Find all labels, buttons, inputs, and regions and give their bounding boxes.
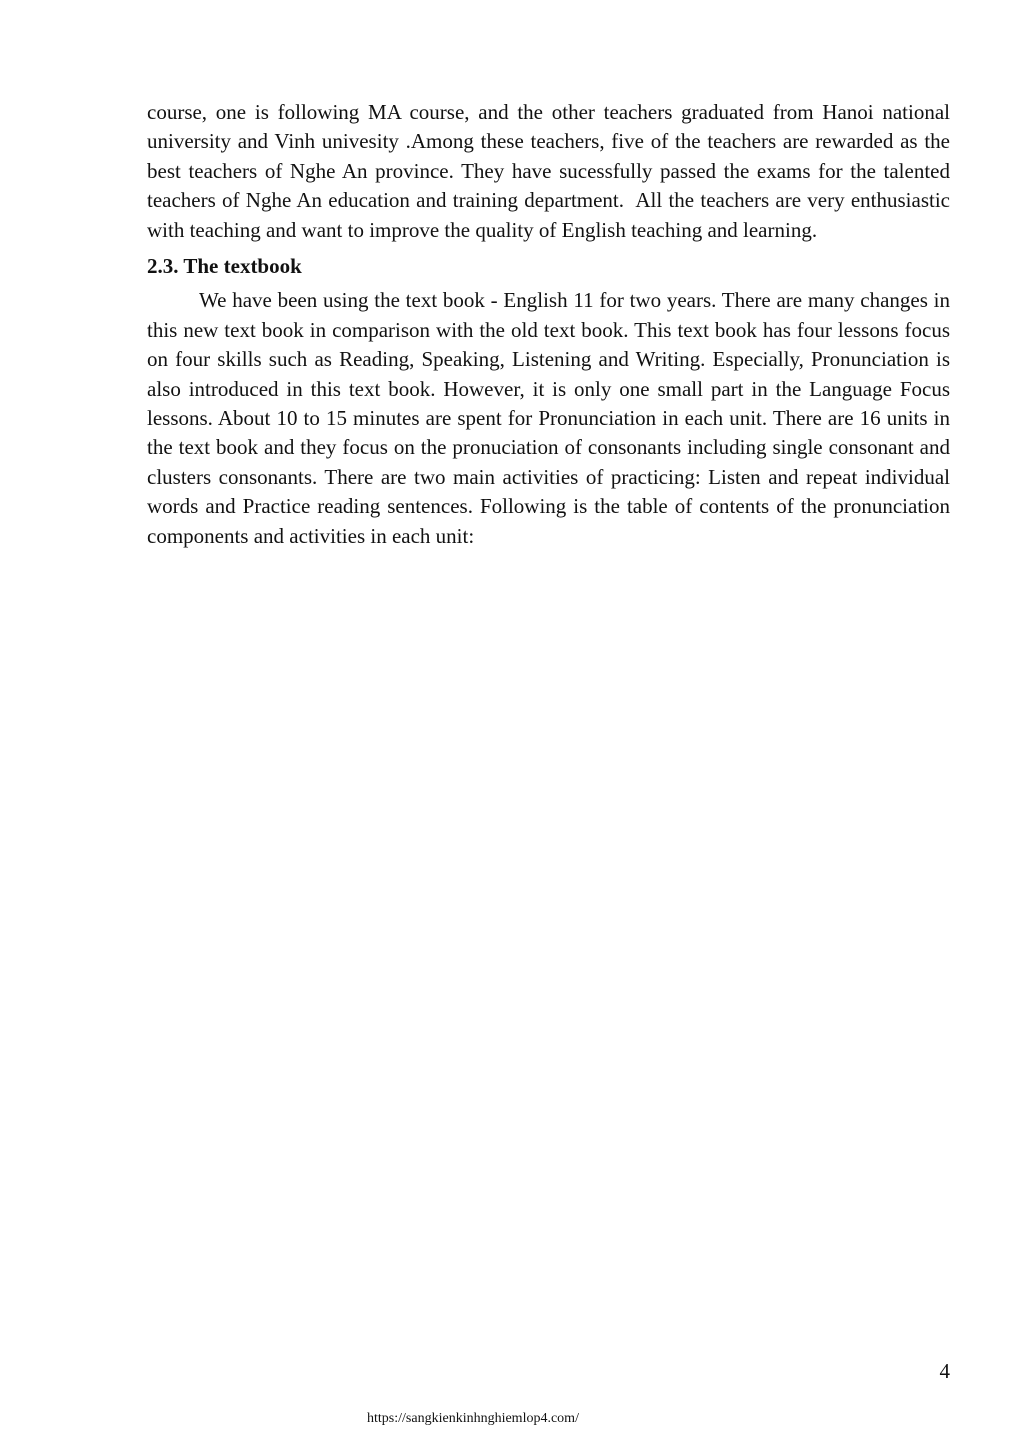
page-number: 4 — [939, 1359, 950, 1383]
page-content — [147, 98, 950, 551]
paragraph-intro: course, one is following MA course, and the other teachers graduated from Hanoi national university and Vinh univesity .Among these teachers, five of the teachers are rewarded as the best teachers of Nghe An province. They have sucessfully passed the exams for the talented teachers of Nghe An education and training department. All the teachers are very enthusiastic with teaching and want to improve the quality of English teaching and learning. — [147, 100, 950, 242]
footer-url[interactable]: https://sangkienkinhnghiemlop4.com/ — [367, 1411, 579, 1426]
paragraph-textbook: We have been using the text book - English 11 for two years. There are many changes in this new text book in comparison with the old text book. This text book has four lessons focus on four skills such as Reading, Speaking, Listening and Writing. Especially, Pronunciation is also introduced in this text book. However, it is only one small part in the Language Focus lessons. About 10 to 15 minutes are spent for Pronunciation in each unit. There are 16 units in the text book and they focus on the pronuciation of consonants including single consonant and clusters consonants. There are two main activities of practicing: Listen and repeat individual words and Practice reading sentences. Following is the table of contents of the pronunciation components and activities in each unit: — [147, 288, 950, 548]
section-heading: 2.3. The textbook — [147, 254, 302, 279]
